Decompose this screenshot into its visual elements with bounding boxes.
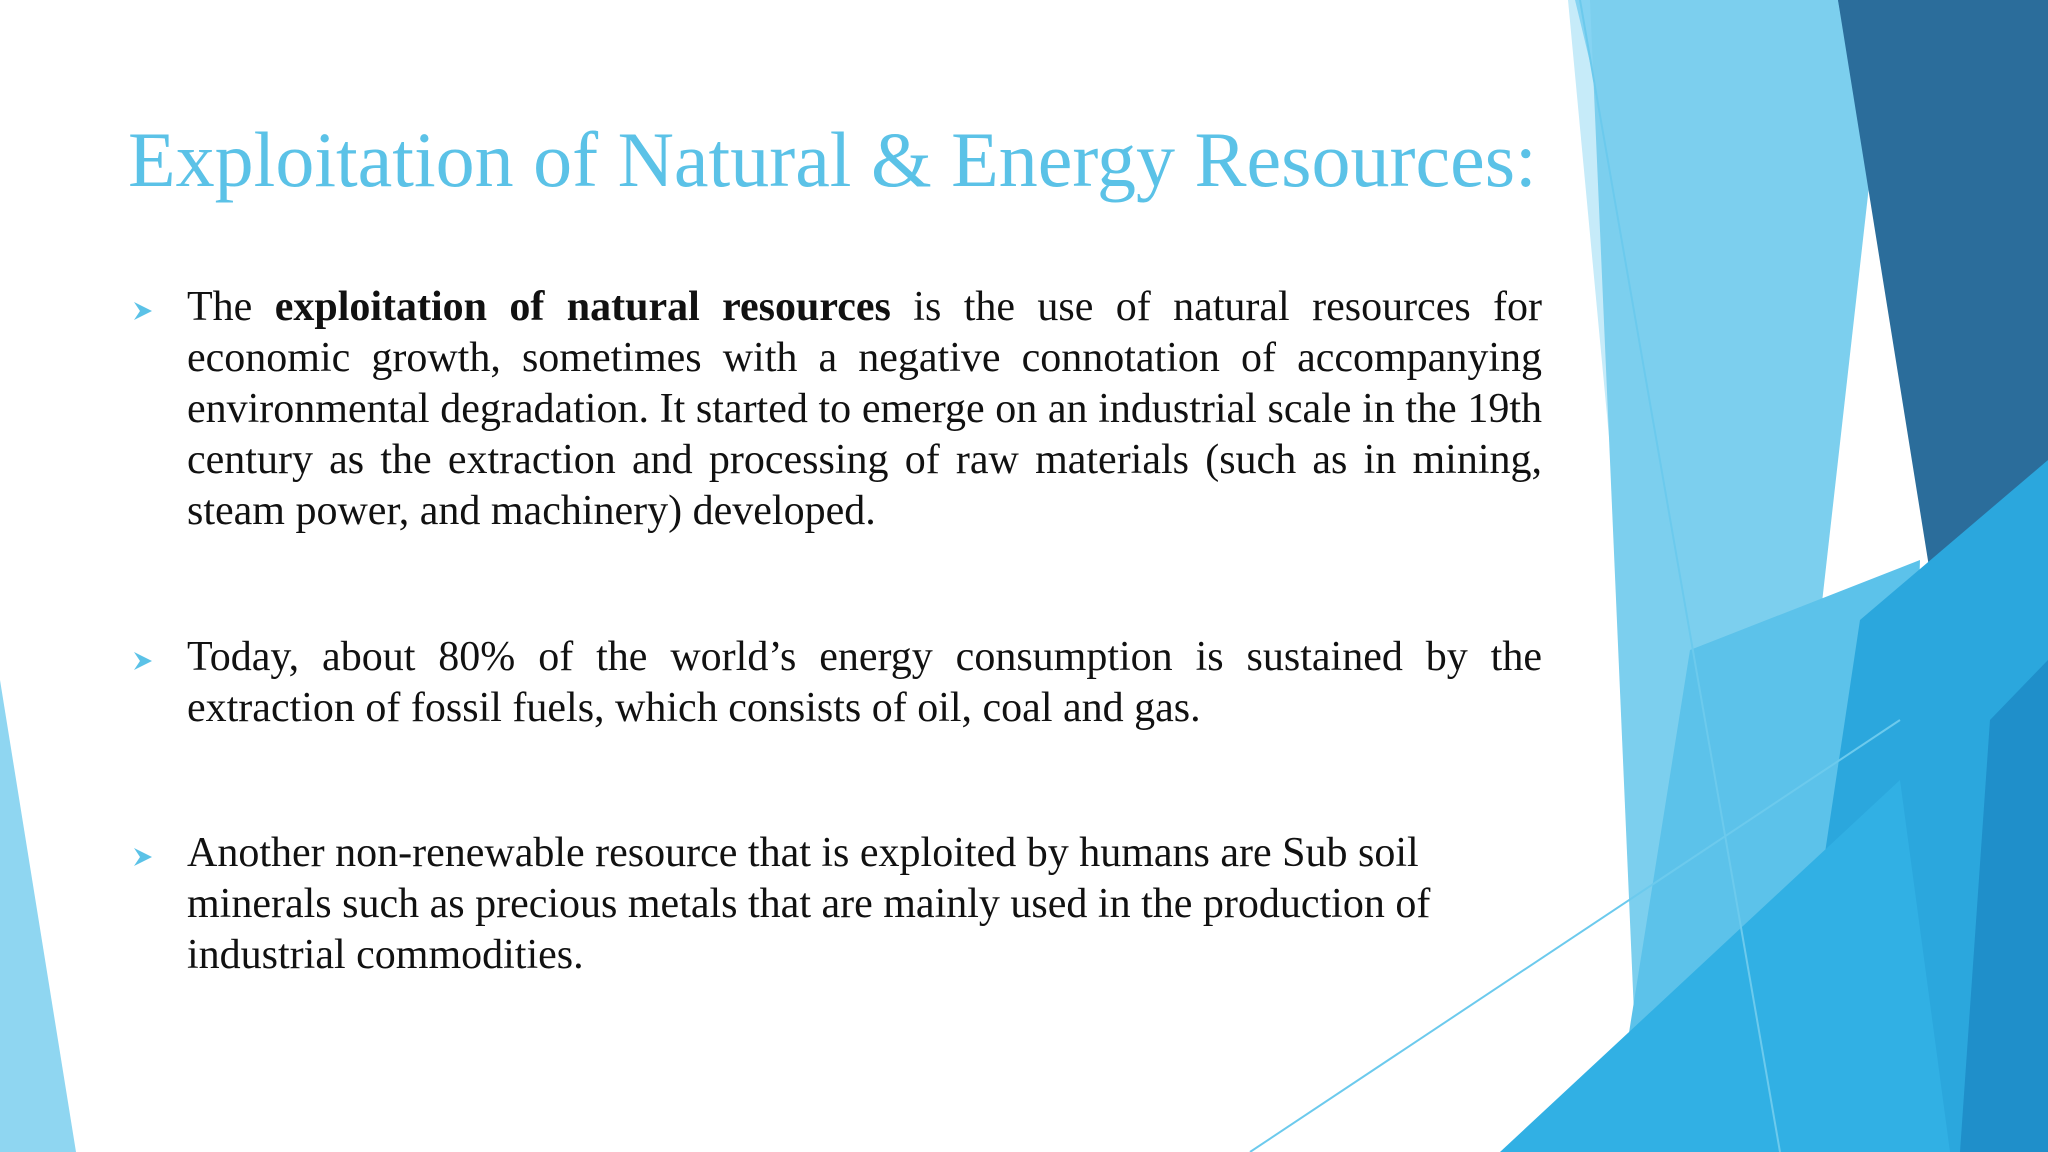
bullet-item <box>132 282 1542 537</box>
arrowhead-bullet-icon <box>132 300 154 322</box>
bullet-rest: is the use of natural resources for economic growth, sometimes with a negative connotation of accompanying environmental degradation. It started to emerge on an industrial scale in the 19th century as the extraction and processing of raw materials (such as in mining, steam power, and machinery) developed. <box>187 284 1543 534</box>
bullet-item <box>132 632 1542 734</box>
bullet-text <box>187 282 1542 537</box>
bullet-text: Today, about 80% of the world’s energy consumption is sustained by the extraction of fossil fuels, which consists of oil, coal and gas. <box>187 634 1542 731</box>
left-edge-shape <box>0 680 76 1152</box>
bullet-text: Another non-renewable resource that is exploited by humans are Sub soil minerals such as precious metals that are mainly used in the production of industrial commodities. <box>187 830 1431 978</box>
bullet-item <box>132 828 1462 981</box>
slide-title: Exploitation of Natural & Energy Resources: <box>128 116 1537 203</box>
bullet-emphasis: exploitation of natural resources <box>274 284 891 330</box>
arrowhead-bullet-icon <box>132 650 154 672</box>
bullet-intro: The <box>187 284 253 330</box>
arrowhead-bullet-icon <box>132 846 154 868</box>
